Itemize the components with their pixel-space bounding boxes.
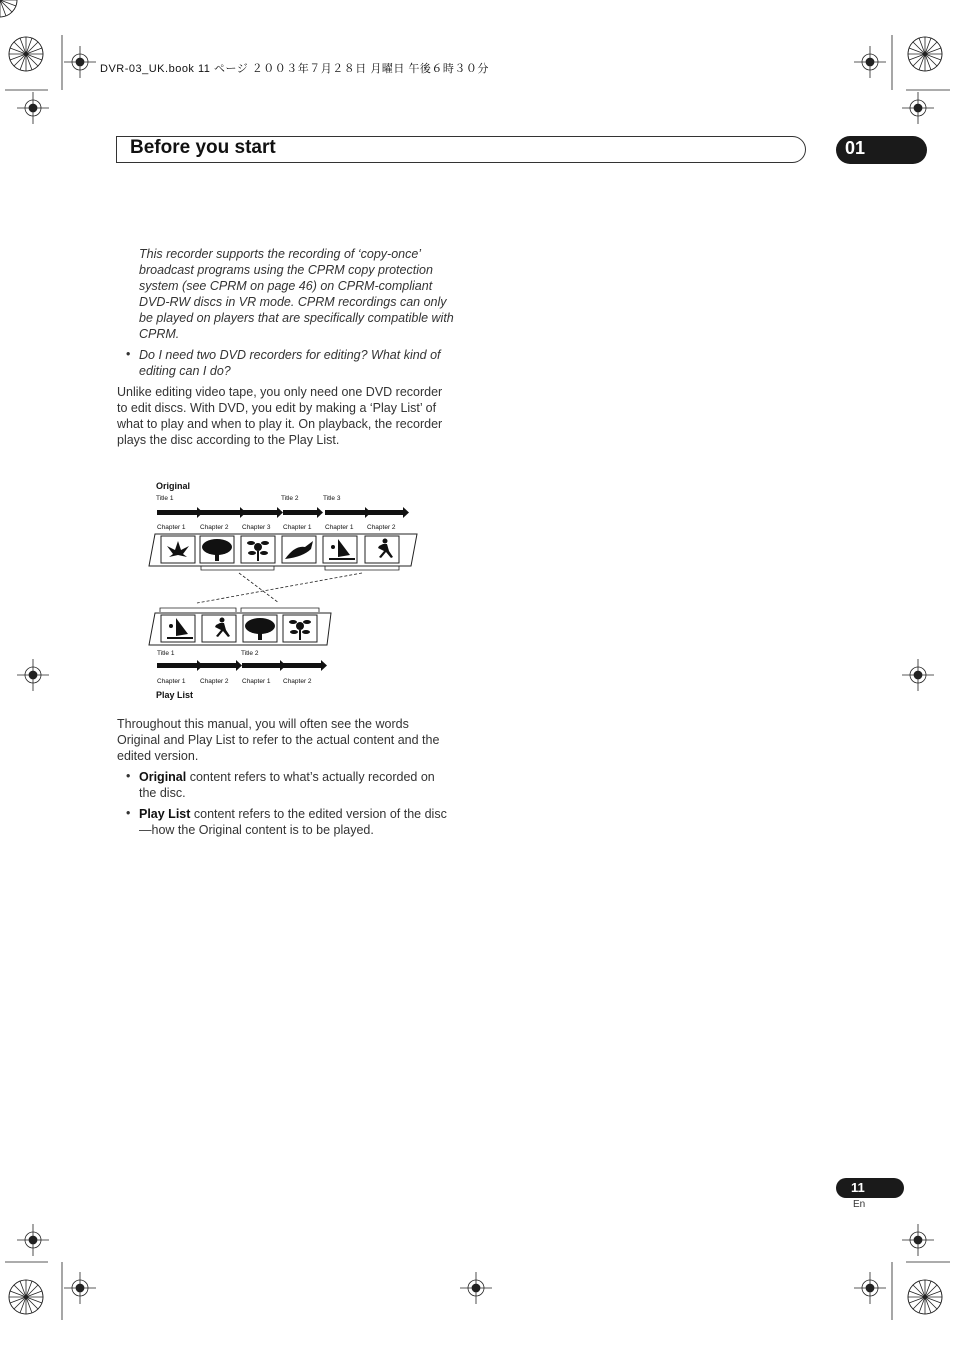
page-number-badge [836,1178,904,1198]
faq-question: Do I need two DVD recorders for editing? What kind of editing can I do? [139,348,441,378]
bullet-dot: • [126,769,131,783]
cprm-note: This recorder supports the recording of ‘copy-once’ broadcast programs using the CPRM copy protection system (see CPRM on page 46) on CPRM-compliant DVD-RW discs in VR mode. CPRM recordings can only be played on players that are specifically compatible with CPRM. [139,247,454,341]
terms-paragraph: Throughout this manual, you will often see the words Original and Play List to refer to the actual content and the edited version. [117,717,440,763]
bottom-chapter-label: Chapter 2 [200,678,229,685]
page-title: Before you start [130,137,276,158]
bottom-chapter-label: Chapter 1 [157,678,186,685]
top-title-label: Title 1 [156,495,174,502]
top-chapter-label: Chapter 3 [242,524,271,531]
bottom-title-label: Title 2 [241,650,259,657]
top-chapter-label: Chapter 1 [283,524,312,531]
playlist-description: content refers to the edited version of the disc—how the Original content is to be played. [139,807,447,837]
bullet-dot: • [126,347,131,361]
bullet-dot: • [126,806,131,820]
top-title-label: Title 2 [281,495,299,502]
original-description: content refers to what’s actually recorded on the disc. [139,770,435,800]
playlist-label: Play List [156,690,194,700]
page-number: 11 [851,1180,865,1195]
original-label: Original [156,481,191,491]
original-playlist-diagram [145,475,435,705]
bottom-chapter-label: Chapter 1 [242,678,271,685]
playlist-term: Play List [139,807,191,821]
bottom-chapter-label: Chapter 2 [283,678,312,685]
chapter-number: 01 [845,138,866,158]
bottom-title-label: Title 1 [157,650,175,657]
playlist-bullet [139,806,449,838]
top-chapter-label: Chapter 1 [157,524,186,531]
top-title-label: Title 3 [323,495,341,502]
print-meta-line: DVR-03_UK.book 11 ページ ２００３年７月２８日 月曜日 午後６時３０分 [100,63,489,75]
language-code: En [853,1199,866,1210]
original-bullet [139,769,449,801]
top-chapter-label: Chapter 1 [325,524,354,531]
original-term: Original [139,770,187,784]
top-chapter-label: Chapter 2 [200,524,229,531]
editing-paragraph: Unlike editing video tape, you only need one DVD recorder to edit discs. With DVD, you edit by making a ‘Play List’ of what to play and when to play it. On playback, the recorder plays the disc according to the Play List. [117,385,443,447]
top-chapter-label: Chapter 2 [367,524,396,531]
